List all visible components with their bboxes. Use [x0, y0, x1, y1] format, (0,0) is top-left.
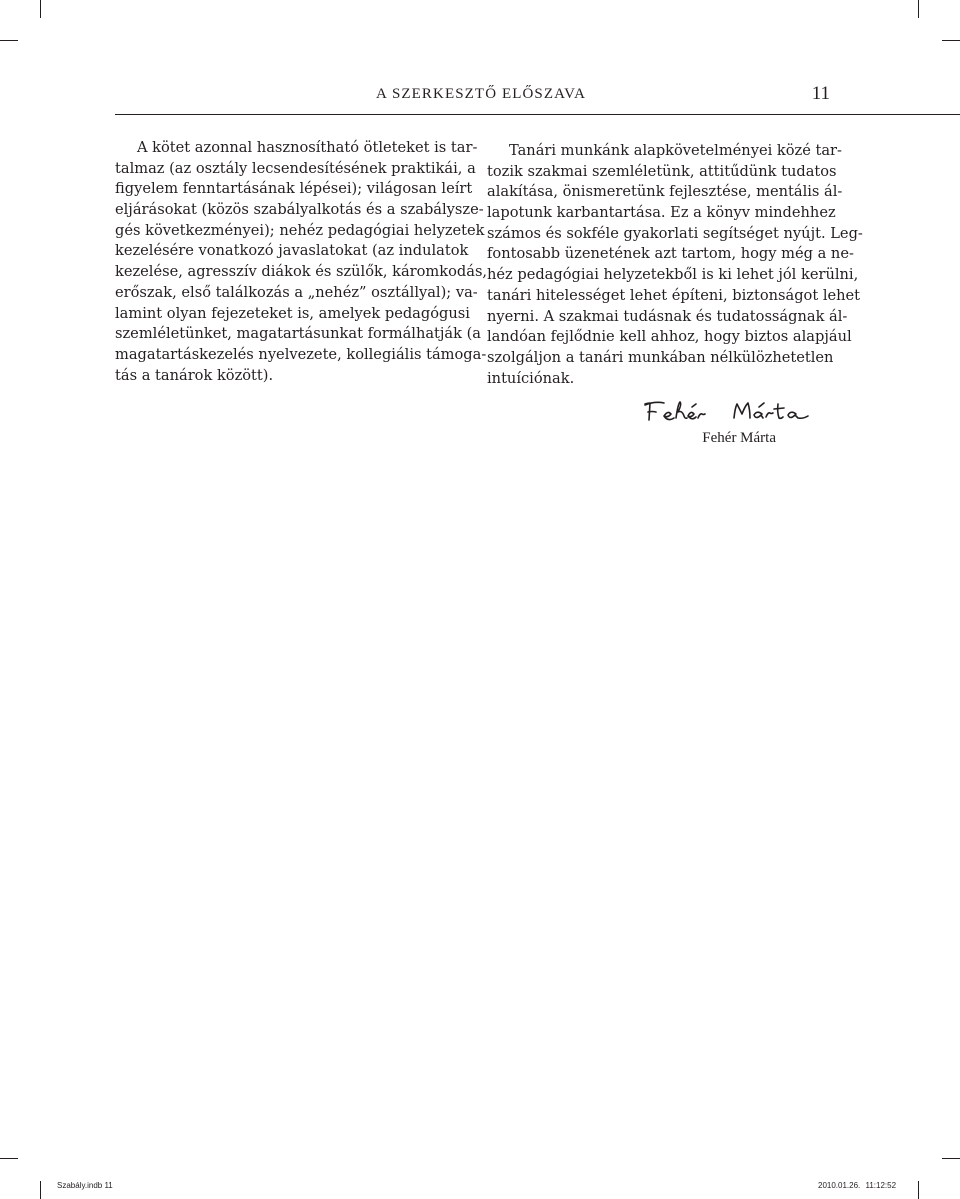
crop-mark-top-right-h — [942, 40, 960, 41]
crop-mark-bottom-right — [918, 1181, 919, 1199]
header-rule — [115, 114, 960, 115]
text-line: fontosabb üzenetének azt tartom, hogy még a ne- — [487, 245, 854, 263]
text-line: lamint olyan fejezeteket is, amelyek pedagógusi — [115, 304, 470, 322]
text-line: szolgáljon a tanári munkában nélkülözhetetlen — [487, 348, 834, 366]
crop-mark-bottom-left — [40, 1181, 41, 1199]
text-line: talmaz (az osztály lecsendesítésének praktikái, a — [115, 159, 476, 177]
right-column — [487, 141, 863, 389]
running-head: A SZERKESZTŐ ELŐSZAVA — [376, 86, 587, 102]
text-line: magatartáskezelés nyelvezete, kollegiális támoga- — [115, 345, 487, 363]
text-line: figyelem fenntartásának lépései); világosan leírt — [115, 180, 473, 198]
text-line: alakítása, önismeretünk fejlesztése, mentális ál- — [487, 183, 843, 201]
crop-mark-top-left — [40, 0, 41, 18]
text-line: erőszak, első találkozás a „nehéz” osztállyal); va- — [115, 283, 478, 301]
text-line: tozik szakmai szemléletünk, attitűdünk tudatos — [487, 162, 837, 180]
text-line: Tanári munkánk alapkövetelményei közé tar- — [509, 142, 842, 159]
page-number: 11 — [811, 83, 830, 104]
text-line: héz pedagógiai helyzetekből is ki lehet jól kerülni, — [487, 266, 859, 284]
text-line: tanári hitelességet lehet építeni, biztonságot lehet — [487, 286, 861, 304]
crop-mark-bottom-left-h — [0, 1158, 18, 1159]
text-line: szemléletünket, magatartásunkat formálhatják (a — [115, 325, 482, 343]
text-line: eljárásokat (közös szabályalkotás és a szabálysze- — [115, 201, 484, 219]
text-line: lapotunk karbantartása. Ez a könyv mindehhez — [487, 204, 836, 222]
text-line: A kötet azonnal hasznosítható ötleteket is tar- — [137, 139, 478, 156]
crop-mark-top-right — [918, 0, 919, 18]
author-name: Fehér Márta — [702, 430, 776, 446]
left-column — [115, 138, 488, 386]
handwritten-signature — [640, 396, 820, 430]
file-slug: Szabály.indb 11 — [57, 1181, 113, 1190]
print-timestamp: 2010.01.26. 11:12:52 — [818, 1181, 897, 1190]
text-line: gés következményei); nehéz pedagógiai helyzetek — [115, 221, 485, 239]
text-line: tás a tanárok között). — [115, 366, 274, 384]
crop-mark-top-left-h — [0, 40, 18, 41]
text-line: számos és sokféle gyakorlati segítséget nyújt. Leg- — [487, 224, 863, 242]
text-line: landóan fejlődnie kell ahhoz, hogy biztos alapjául — [487, 328, 852, 346]
text-line: kezelésére vonatkozó javaslatokat (az indulatok — [115, 242, 469, 260]
text-line: intuíciónak. — [487, 369, 575, 387]
text-line: nyerni. A szakmai tudásnak és tudatosságnak ál- — [487, 307, 848, 325]
text-line: kezelése, agresszív diákok és szülők, káromkodás, — [115, 263, 488, 281]
crop-mark-bottom-right-h — [942, 1158, 960, 1159]
